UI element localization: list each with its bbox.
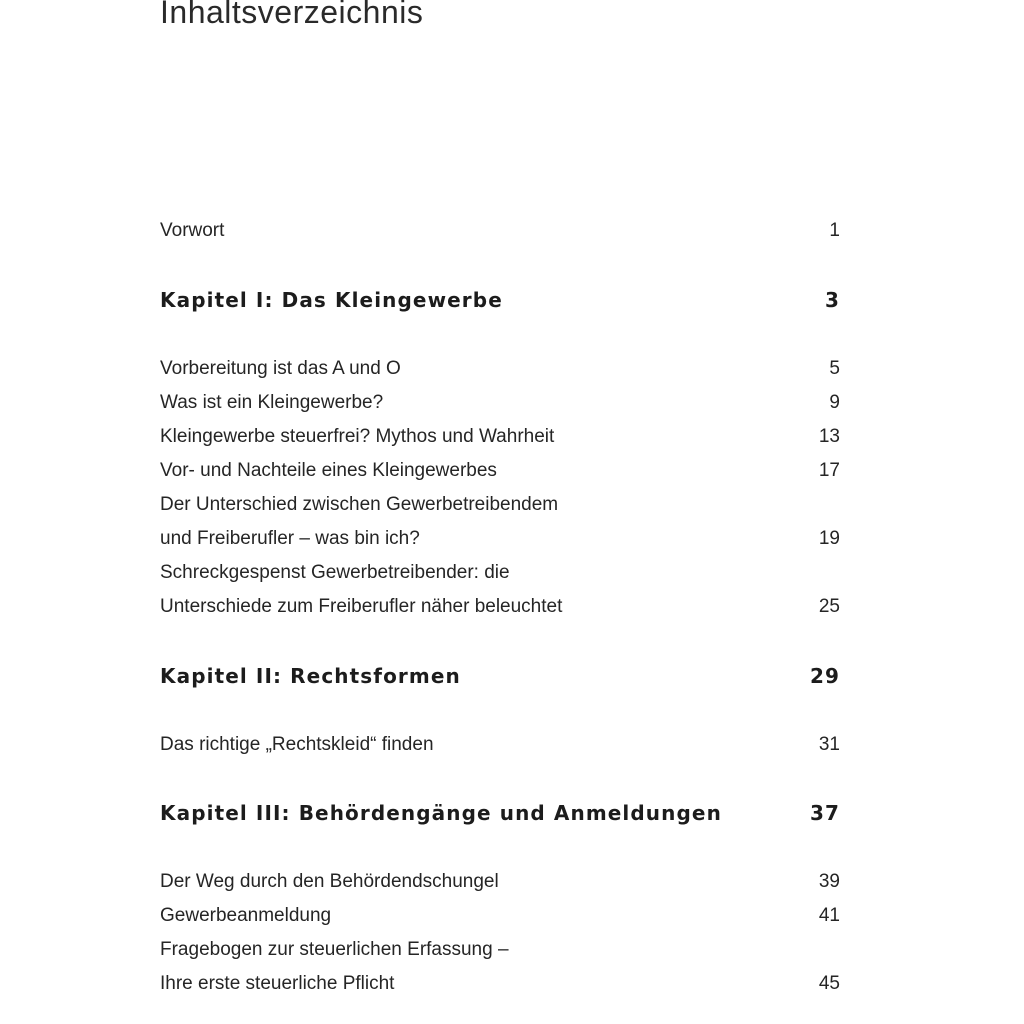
toc-chapter-title: Kapitel III: Behördengänge und Anmeldungen (160, 801, 722, 825)
table-of-contents (160, 0, 840, 1024)
toc-chapter-page-number: 3 (824, 288, 840, 312)
toc-entry-title: Vorbereitung ist das A und O (160, 358, 401, 379)
toc-entry-line (160, 933, 840, 967)
toc-entry-line (160, 556, 840, 590)
toc-entry-title: Kleingewerbe steuerfrei? Mythos und Wahrheit (160, 426, 555, 447)
toc-entry-title: Der Unterschied zwischen Gewerbetreibendem (160, 494, 559, 515)
toc-entry-title: Das richtige „Rechtskleid“ finden (160, 734, 434, 755)
toc-chapter-heading (160, 796, 840, 830)
toc-chapter-page-number: 29 (809, 664, 840, 688)
toc-entry (160, 522, 840, 556)
toc-entry-title: Vor- und Nachteile eines Kleingewerbes (160, 460, 497, 481)
toc-entry (160, 728, 840, 762)
toc-entry-title: und Freiberufler – was bin ich? (160, 528, 420, 549)
toc-entry-title: Unterschiede zum Freiberufler näher beleuchtet (160, 596, 563, 617)
toc-entry-title: Schreckgespenst Gewerbetreibender: die (160, 562, 510, 583)
toc-entry-title: Der Weg durch den Behördendschungel (160, 871, 499, 892)
toc-entry (160, 899, 840, 933)
toc-entry-page-number: 25 (818, 596, 840, 617)
toc-entry (160, 590, 840, 624)
toc-entry (160, 454, 840, 488)
toc-entry-page-number: 39 (818, 871, 840, 892)
toc-entry (160, 386, 840, 420)
toc-entry-page-number: 19 (818, 528, 840, 549)
toc-entry-title: Fragebogen zur steuerlichen Erfassung – (160, 939, 509, 960)
toc-entry-page-number: 9 (829, 392, 840, 413)
toc-entry-page-number: 31 (818, 734, 840, 755)
toc-entry-page-number: 1 (829, 220, 840, 241)
toc-entry-title: Was ist ein Kleingewerbe? (160, 392, 384, 413)
toc-entry-title: Gewerbeanmeldung (160, 905, 332, 926)
toc-chapter-heading (160, 283, 840, 317)
toc-entry (160, 967, 840, 1001)
toc-chapter-heading (160, 659, 840, 693)
toc-entry-line (160, 488, 840, 522)
toc-entry-page-number: 41 (818, 905, 840, 926)
toc-chapter-title: Kapitel II: Rechtsformen (160, 664, 461, 688)
toc-entry-title: Vorwort (160, 220, 225, 241)
toc-entry (160, 420, 840, 454)
toc-chapter-title: Kapitel I: Das Kleingewerbe (160, 288, 503, 312)
toc-entry (160, 865, 840, 899)
toc-entry-title: Ihre erste steuerliche Pflicht (160, 973, 395, 994)
toc-entry-page-number: 45 (818, 973, 840, 994)
toc-entry-page-number: 13 (818, 426, 840, 447)
toc-entry (160, 214, 840, 248)
toc-entry-page-number: 17 (818, 460, 840, 481)
toc-entry (160, 352, 840, 386)
page-title: Inhaltsverzeichnis (160, 0, 424, 30)
toc-entry-page-number: 5 (829, 358, 840, 379)
toc-chapter-page-number: 37 (809, 801, 840, 825)
